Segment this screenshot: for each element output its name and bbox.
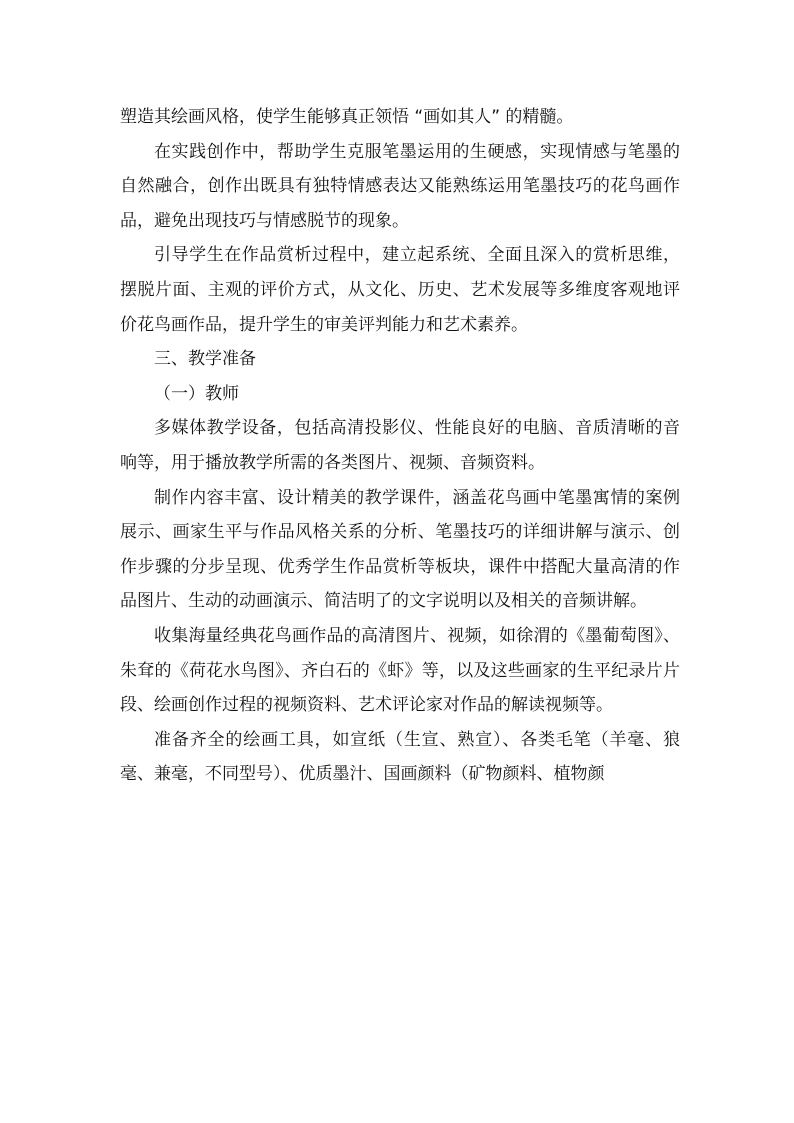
- section-heading-teaching-preparation: 三、教学准备: [154, 349, 256, 370]
- paragraph-courseware: 制作内容丰富、设计精美的教学课件，涵盖花鸟画中笔墨寓情的案例展示、画家生平与作品风格关系的分析、笔墨技巧的详细讲解与演示、创作步骤的分步呈现、优秀学生作品赏析等板块，课件中搭配大量高清的作品图片、生动的动画演示、简洁明了的文字说明以及相关的音频讲解。: [120, 487, 680, 612]
- paragraph-practice-creation: 在实践创作中，帮助学生克服笔墨运用的生硬感，实现情感与笔墨的自然融合，创作出既具有独特情感表达又能熟练运用笔墨技巧的花鸟画作品，避免出现技巧与情感脱节的现象。: [120, 141, 680, 231]
- paragraph-intro-continued: 塑造其绘画风格，使学生能够真正领悟 “画如其人” 的精髓。: [120, 107, 574, 127]
- paragraph-multimedia-equipment: 多媒体教学设备，包括高清投影仪、性能良好的电脑、音质清晰的音响等，用于播放教学所需的各类图片、视频、音频资料。: [120, 418, 680, 473]
- paragraph-collect-works: 收集海量经典花鸟画作品的高清图片、视频，如徐渭的《墨葡萄图》、朱耷的《荷花水鸟图》、齐白石的《虾》等，以及这些画家的生平纪录片片段、绘画创作过程的视频资料、艺术评论家对作品的解读视频等。: [120, 625, 680, 716]
- document-body: [120, 100, 680, 792]
- paragraph-appreciation: 引导学生在作品赏析过程中，建立起系统、全面且深入的赏析思维，摆脱片面、主观的评价方式，从文化、历史、艺术发展等多维度客观地评价花鸟画作品，提升学生的审美评判能力和艺术素养。: [120, 245, 680, 335]
- paragraph-painting-tools: 准备齐全的绘画工具，如宣纸（生宣、熟宣）、各类毛笔（羊毫、狼毫、兼毫，不同型号）、优质墨汁、国画颜料（矿物颜料、植物颜: [120, 729, 680, 785]
- subsection-heading-teacher: （一）教师: [154, 383, 239, 404]
